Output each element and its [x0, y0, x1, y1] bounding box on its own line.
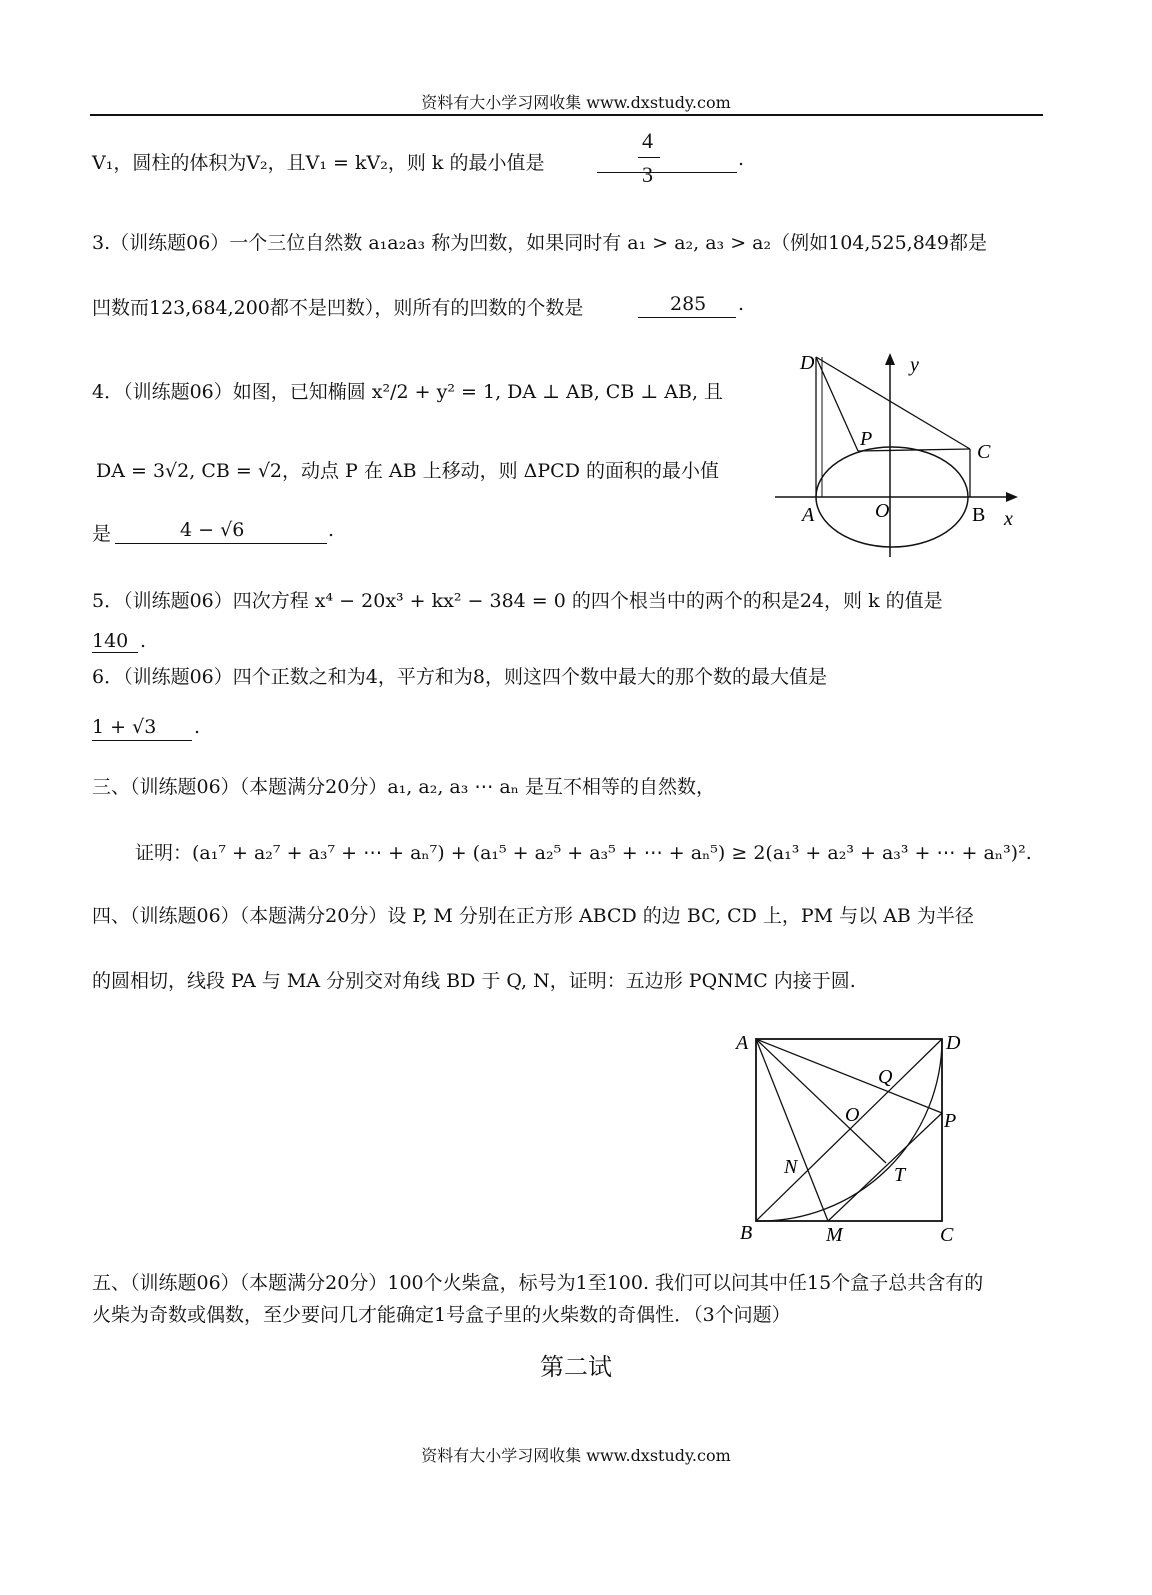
header-rule: [90, 114, 1043, 116]
q2-answer-underline: [597, 172, 737, 173]
q4-line2: DA = 3√2, CB = √2，动点 P 在 AB 上移动，则 ΔPCD 的面积的最小值: [96, 460, 719, 482]
page-header: 资料有大小学习网收集 www.dxstudy.com: [421, 93, 731, 112]
q5-answer: 140: [92, 630, 129, 652]
q4-line1: 4．（训练题06）如图，已知椭圆 x²/2 + y² = 1, DA ⊥ AB, CB ⊥ AB, 且: [92, 381, 724, 403]
s3-title: 三、（训练题06）（本题满分20分）a₁, a₂, a₃ ⋯ aₙ 是互不相等的自然数，: [92, 776, 716, 798]
q3-answer: 285: [670, 293, 707, 315]
fig1-label-P: P: [860, 428, 873, 450]
q6-answer-underline: [92, 740, 192, 741]
q6-line1: 6．（训练题06）四个正数之和为4，平方和为8，则这四个数中最大的那个数的最大值是: [92, 666, 827, 688]
fig2-label-T: T: [894, 1164, 906, 1186]
fig2-label-C: C: [940, 1224, 954, 1246]
q5-answer-underline: [92, 652, 138, 653]
fig2-label-P: P: [944, 1110, 957, 1132]
second-test-heading: 第二试: [540, 1353, 612, 1381]
q2-answer-denominator: 3: [642, 162, 653, 187]
q4-line3-prefix: 是: [92, 523, 112, 545]
q6-end: .: [194, 716, 201, 738]
q2-end: .: [738, 148, 745, 170]
q5-end: .: [140, 630, 147, 652]
page-footer: 资料有大小学习网收集 www.dxstudy.com: [421, 1446, 731, 1465]
q4-answer-underline: [115, 543, 327, 544]
fig1-label-x: x: [1004, 508, 1013, 530]
fig2-label-B: B: [740, 1222, 753, 1244]
q3-line1: 3.（训练题06）一个三位自然数 a₁a₂a₃ 称为凹数，如果同时有 a₁ > a₂, a₃ > a₂（例如104,525,849都是: [92, 232, 987, 254]
fig1-label-A: A: [802, 504, 815, 526]
q6-answer: 1 + √3: [92, 716, 157, 738]
fig1-label-C: C: [977, 441, 991, 463]
q2-answer-numerator: 4: [642, 128, 653, 153]
q4-end: .: [328, 519, 335, 541]
fig1-label-D: D: [800, 352, 815, 374]
s4-line2: 的圆相切，线段 PA 与 MA 分别交对角线 BD 于 Q, N，证明：五边形 PQNMC 内接于圆.: [92, 970, 856, 992]
fig2-label-D: D: [946, 1032, 961, 1054]
fig1-label-y: y: [910, 354, 919, 376]
q2-text: V₁，圆柱的体积为V₂，且V₁ = kV₂，则 k 的最小值是: [92, 152, 545, 174]
fig1-label-B: B: [972, 504, 986, 526]
q4-answer: 4 − √6: [180, 519, 245, 541]
fig2-label-O: O: [845, 1104, 860, 1126]
fig2-label-M: M: [826, 1224, 843, 1246]
fig2-label-A: A: [736, 1032, 749, 1054]
q3-end: .: [738, 293, 745, 315]
q5-line1: 5．（训练题06）四次方程 x⁴ − 20x³ + kx² − 384 = 0 的四个根当中的两个的积是24，则 k 的值是: [92, 590, 943, 612]
ellipse-figure: [770, 345, 1040, 560]
s5-line2: 火柴为奇数或偶数，至少要问几才能确定1号盒子里的火柴数的奇偶性．（3个问题）: [92, 1304, 791, 1326]
fig1-label-O: O: [875, 500, 890, 522]
q2-fraction-bar: [638, 157, 660, 158]
fig2-label-Q: Q: [878, 1066, 893, 1088]
q3-line2: 凹数而123,684,200都不是凹数），则所有的凹数的个数是: [92, 297, 584, 319]
q3-answer-underline: [638, 317, 736, 318]
fig2-label-N: N: [784, 1156, 798, 1178]
s4-line1: 四、（训练题06）（本题满分20分）设 P, M 分别在正方形 ABCD 的边 BC, CD 上，PM 与以 AB 为半径: [92, 905, 974, 927]
s3-proof: 证明：(a₁⁷ + a₂⁷ + a₃⁷ + ⋯ + aₙ⁷) + (a₁⁵ + a₂⁵ + a₃⁵ + ⋯ + aₙ⁵) ≥ 2(a₁³ + a₂³ + a₃³ + ⋯ + aₙ³)².: [135, 842, 1032, 864]
square-figure: [730, 1025, 970, 1255]
s5-line1: 五、（训练题06）（本题满分20分）100个火柴盒，标号为1至100. 我们可以问其中任15个盒子总共含有的: [92, 1272, 984, 1294]
